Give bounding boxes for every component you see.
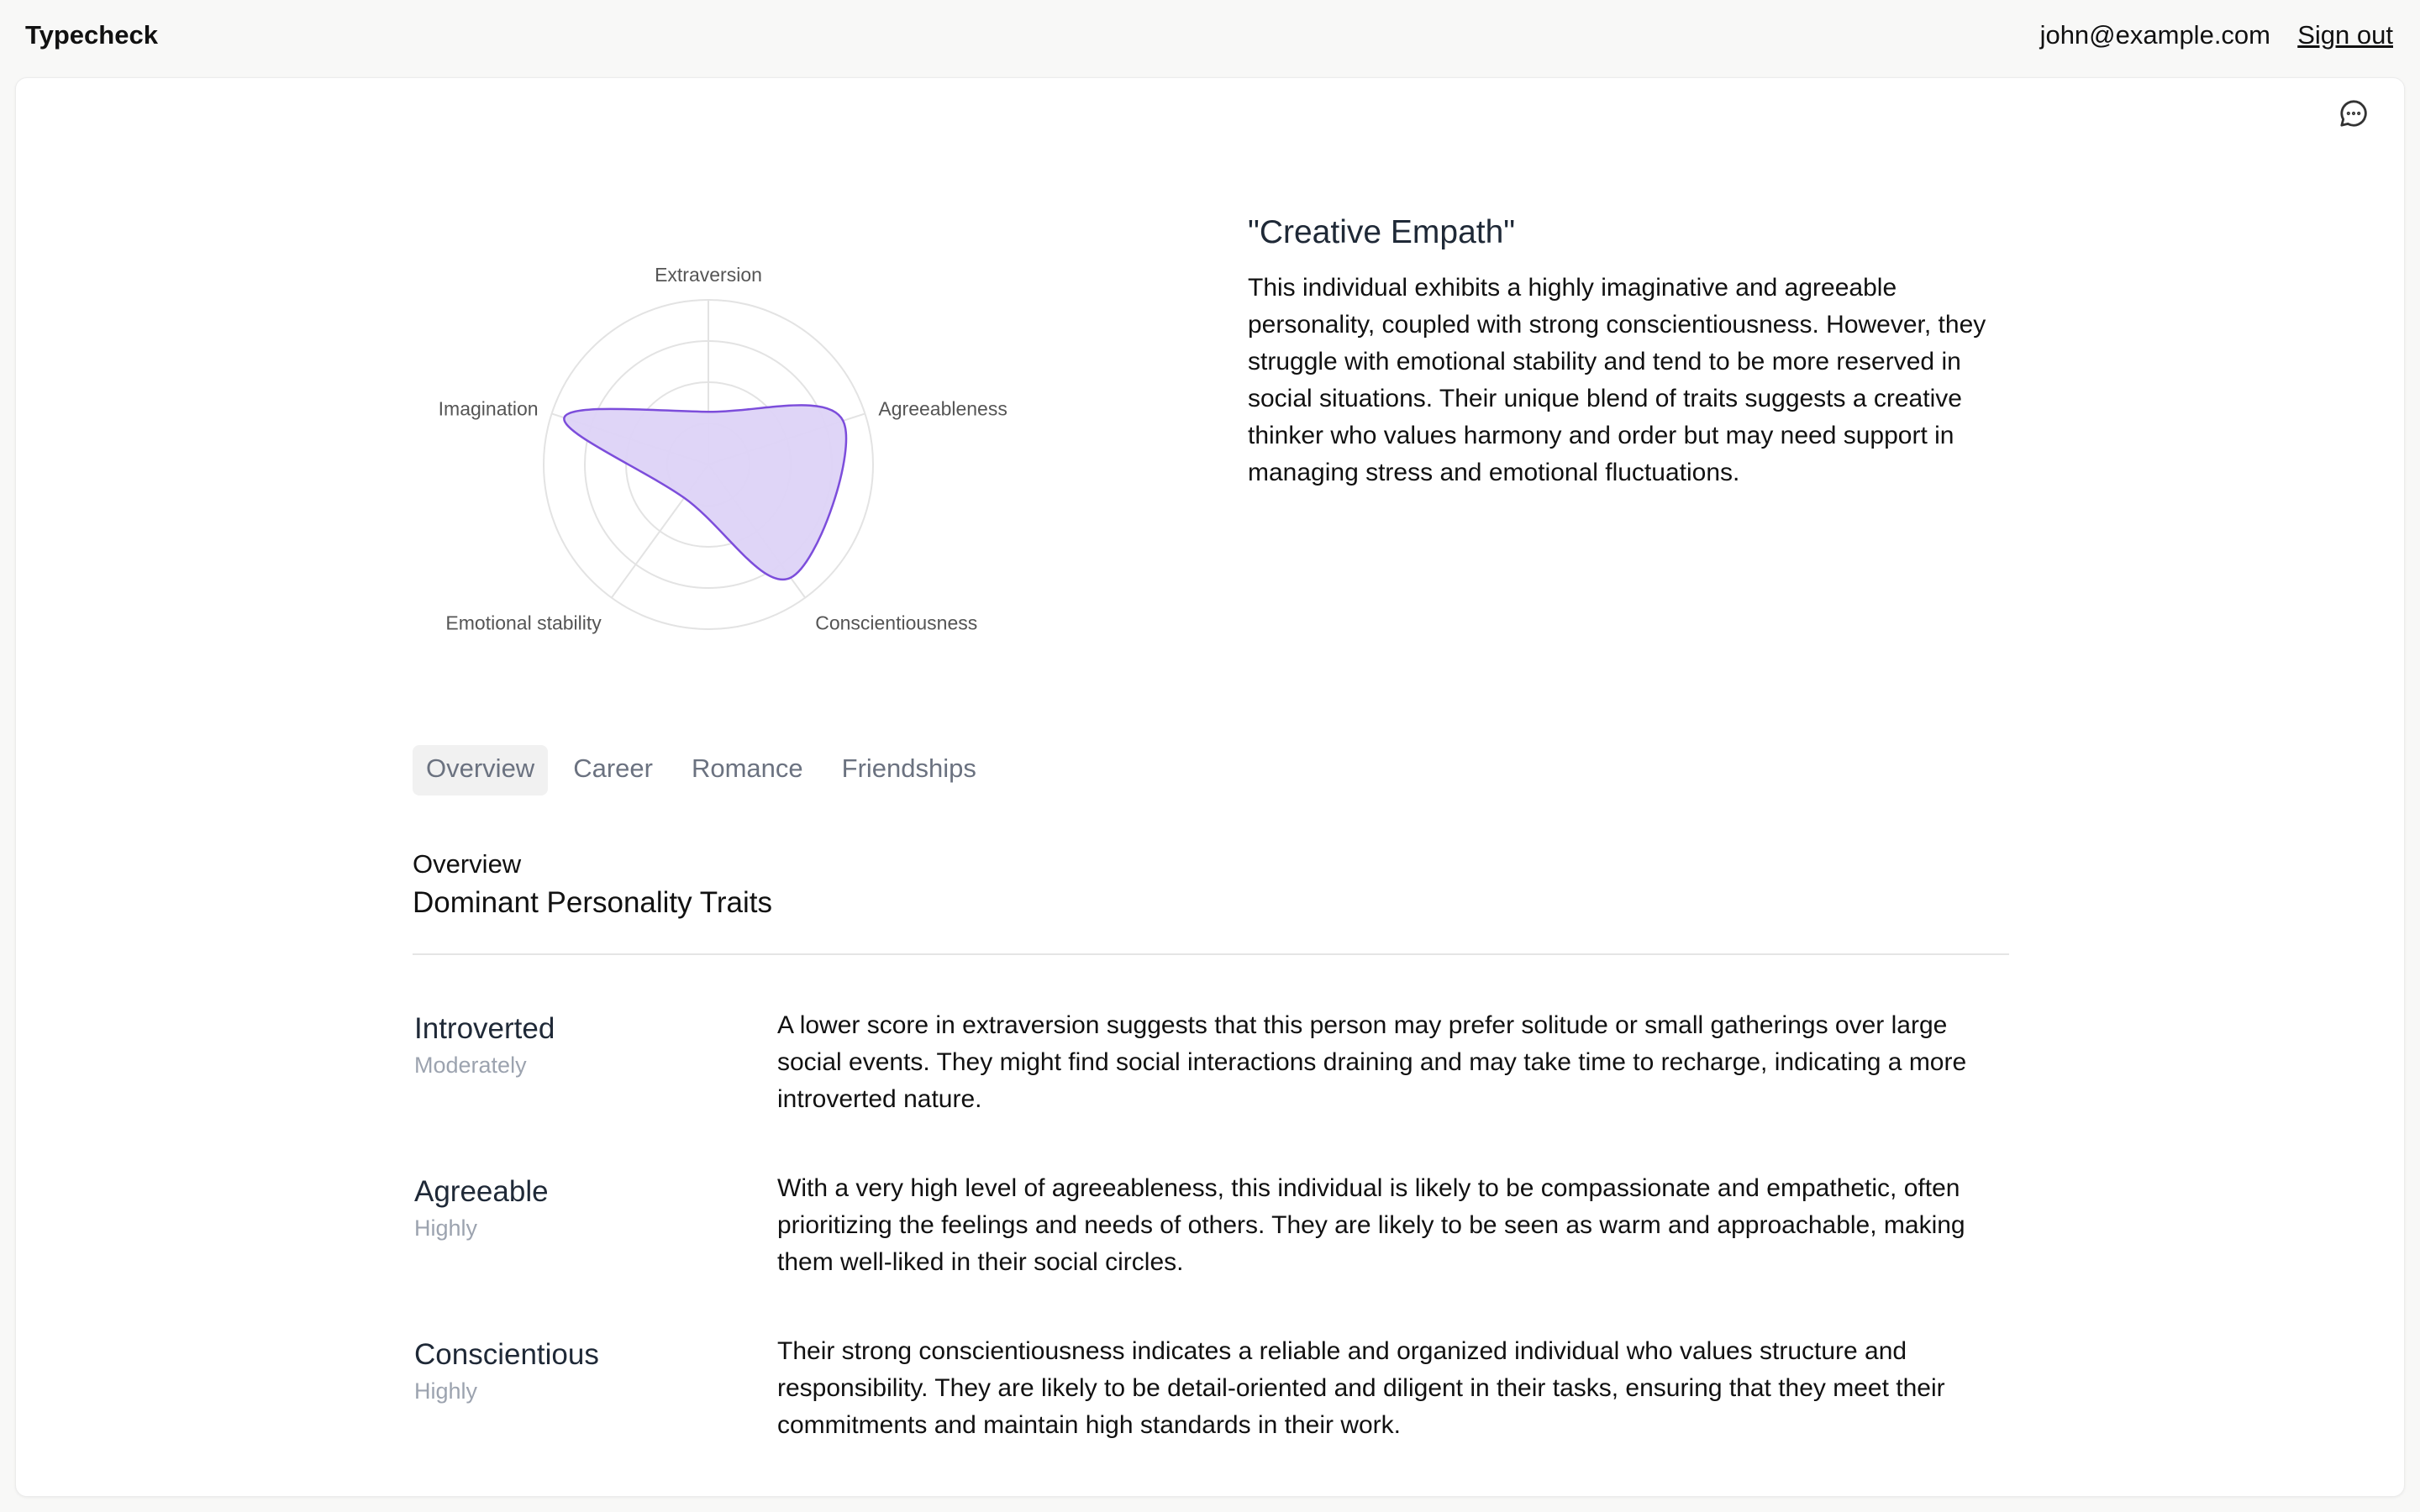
radar-axis-label: Emotional stability bbox=[445, 612, 602, 634]
section-eyebrow: Overview bbox=[413, 849, 522, 879]
brand-logo[interactable]: Typecheck bbox=[25, 20, 158, 50]
trait-description: Their strong conscientiousness indicates a reliable and organized individual who values structure and responsibility. They are likely to be detail-oriented and diligent in their tasks, ensuring that they meet their commitments and maintain high standards in their work. bbox=[777, 1337, 1945, 1439]
tab-friendships[interactable]: Friendships bbox=[841, 753, 976, 783]
section-divider bbox=[413, 953, 2009, 955]
radar-axis-label: Conscientiousness bbox=[815, 612, 978, 634]
trait-level: Moderately bbox=[414, 1053, 527, 1078]
personality-radar-chart bbox=[411, 179, 1058, 683]
radar-axis-label: Agreeableness bbox=[878, 397, 1007, 420]
trait-name: Introverted bbox=[414, 1012, 555, 1045]
user-email: john@example.com bbox=[2039, 20, 2270, 50]
persona-description: This individual exhibits a highly imaginative and agreeable personality, coupled with strong conscientiousness. However, they struggle with emotional stability and tend to be more reserved in social situations. Their unique blend of traits suggests a creative thinker who values harmony and order but may need support in managing stress and emotional fluctuations. bbox=[1248, 274, 1986, 486]
tab-bar bbox=[413, 745, 990, 795]
persona-title: "Creative Empath" bbox=[1248, 214, 1516, 250]
radar-axis-label: Imagination bbox=[438, 397, 539, 420]
trait-level: Highly bbox=[414, 1378, 478, 1404]
radar-series-area bbox=[564, 405, 846, 580]
main-card bbox=[15, 77, 2405, 1497]
sign-out-link[interactable]: Sign out bbox=[2297, 20, 2393, 50]
trait-name: Agreeable bbox=[414, 1175, 549, 1208]
tab-overview[interactable]: Overview bbox=[413, 745, 548, 795]
trait-level: Highly bbox=[414, 1215, 478, 1241]
radar-axis-label: Extraversion bbox=[655, 264, 762, 286]
section-title: Dominant Personality Traits bbox=[413, 886, 772, 919]
chat-bubble-icon[interactable] bbox=[2337, 97, 2370, 130]
trait-description: With a very high level of agreeableness, this individual is likely to be compassionate and empathetic, often prioritizing the feelings and needs of others. They are likely to be seen as warm and approachable, making them well-liked in their social circles. bbox=[777, 1174, 1965, 1276]
top-bar bbox=[0, 0, 2420, 76]
tab-romance[interactable]: Romance bbox=[691, 753, 803, 783]
tab-career[interactable]: Career bbox=[573, 753, 653, 783]
trait-name: Conscientious bbox=[414, 1338, 599, 1371]
trait-description: A lower score in extraversion suggests that this person may prefer solitude or small gatherings over large social events. They might find social interactions draining and may take time to recharge, indicating a more introverted nature. bbox=[777, 1011, 1967, 1113]
